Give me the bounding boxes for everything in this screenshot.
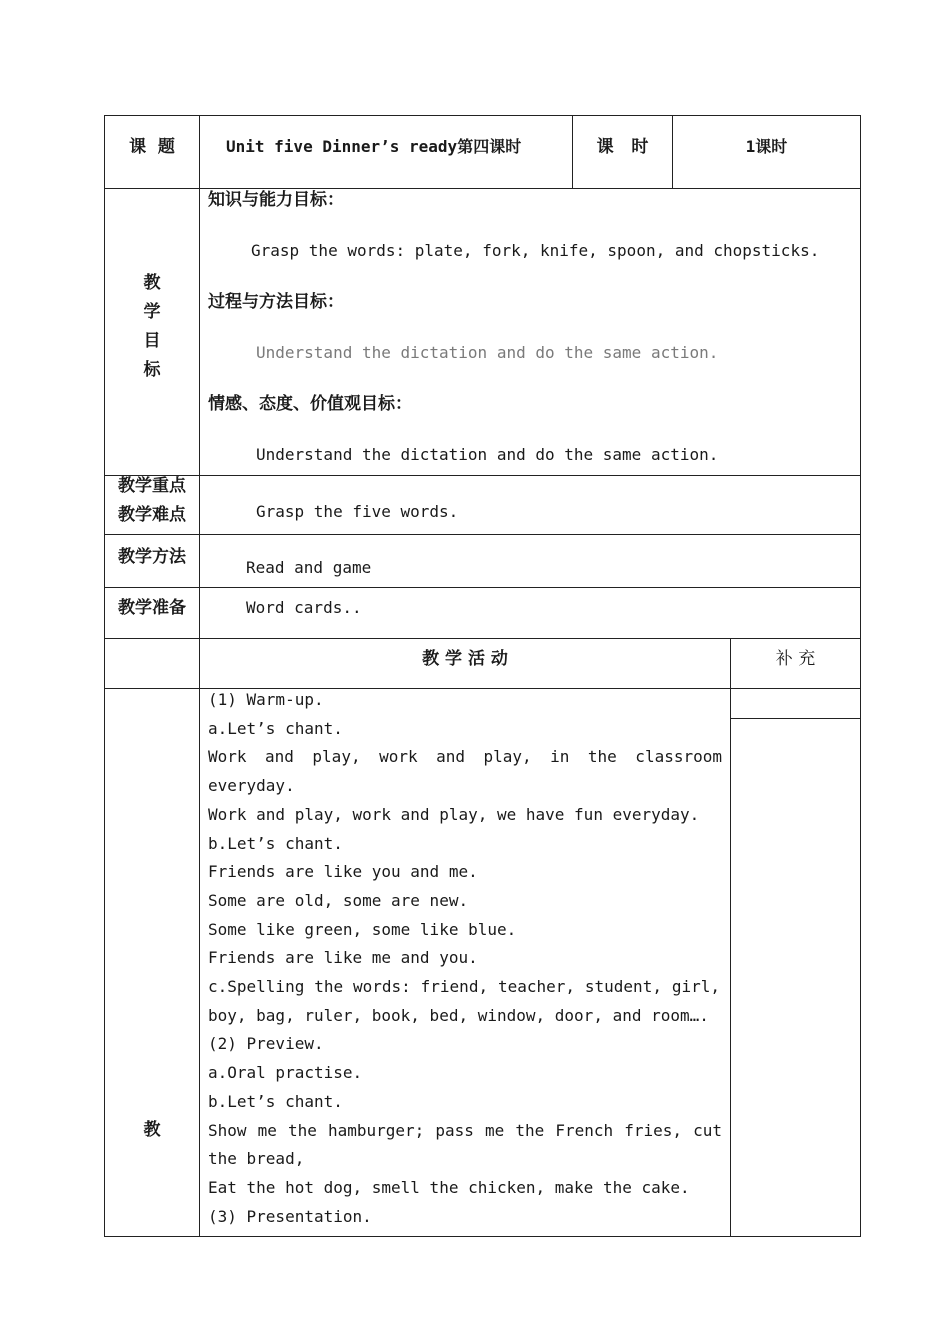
row-divider-keypoints <box>104 475 861 476</box>
supplement-subrow-divider <box>730 718 861 719</box>
table-border-right <box>860 115 861 1237</box>
activity-line: Friends are like you and me. <box>208 862 478 881</box>
period-label: 课 时 <box>596 137 649 157</box>
objectives-label-4: 标 <box>143 360 161 380</box>
activity-line: Work and play, work and play, we have fun everyday. <box>208 805 700 824</box>
key-points-label: 教学重点 <box>118 476 186 496</box>
emotion-text: Understand the dictation and do the same action. <box>256 445 719 464</box>
activity-line: boy, bag, ruler, book, bed, window, door, and room…. <box>208 1006 709 1025</box>
emotion-heading: 情感、态度、价值观目标： <box>208 394 412 414</box>
method-label: 教学方法 <box>118 547 186 567</box>
row-divider-activities-heading <box>104 638 861 639</box>
activity-line: (1) Warm-up. <box>208 690 324 709</box>
knowledge-text: Grasp the words: plate, fork, knife, spoon, and chopsticks. <box>251 241 820 260</box>
key-points-text: Grasp the five words. <box>256 502 459 521</box>
activity-line: c.Spelling the words: friend, teacher, student, girl, <box>208 977 720 996</box>
activities-side-label: 教 <box>143 1120 161 1140</box>
supplement-heading: 补 充 <box>775 649 816 669</box>
activity-line: Show me the hamburger; pass me the French fries, cut <box>208 1121 722 1140</box>
activity-line: Some are old, some are new. <box>208 891 469 910</box>
preparation-text: Word cards.. <box>246 598 362 617</box>
activity-line: a.Oral practise. <box>208 1063 363 1082</box>
process-heading: 过程与方法目标： <box>208 292 344 312</box>
preparation-label: 教学准备 <box>118 598 186 618</box>
activity-line: Some like green, some like blue. <box>208 920 517 939</box>
method-text: Read and game <box>246 558 372 577</box>
activity-line: Eat the hot dog, smell the chicken, make the cake. <box>208 1178 690 1197</box>
supplement-column-divider <box>730 638 731 1237</box>
activity-line: Friends are like me and you. <box>208 948 478 967</box>
period-value: 1课时 <box>745 137 788 156</box>
activity-line: a.Let’s chant. <box>208 719 343 738</box>
activity-line: the bread, <box>208 1149 305 1168</box>
objectives-label-1: 教 <box>143 273 161 293</box>
table-border-bottom <box>104 1236 861 1237</box>
activity-line: everyday. <box>208 776 295 795</box>
activity-line: (2) Preview. <box>208 1034 324 1053</box>
difficult-points-label: 教学难点 <box>118 505 186 525</box>
topic-value: Unit five Dinner’s ready第四课时 <box>226 137 522 156</box>
activities-heading: 教 学 活 动 <box>422 649 508 669</box>
objectives-label-2: 学 <box>143 302 161 322</box>
row-divider-objectives <box>104 188 861 189</box>
activity-line: (3) Presentation. <box>208 1207 372 1226</box>
activity-line: b.Let’s chant. <box>208 834 343 853</box>
process-text: Understand the dictation and do the same action. <box>256 343 719 362</box>
row-divider-preparation <box>104 587 861 588</box>
table-border-top <box>104 115 861 116</box>
objectives-label-3: 目 <box>143 331 161 351</box>
row-divider-activities-body <box>104 688 861 689</box>
knowledge-heading: 知识与能力目标： <box>208 190 344 210</box>
activity-line: b.Let’s chant. <box>208 1092 343 1111</box>
topic-label: 课 题 <box>129 137 175 157</box>
activity-line: Work and play, work and play, in the classroom <box>208 747 722 766</box>
row-divider-method <box>104 534 861 535</box>
